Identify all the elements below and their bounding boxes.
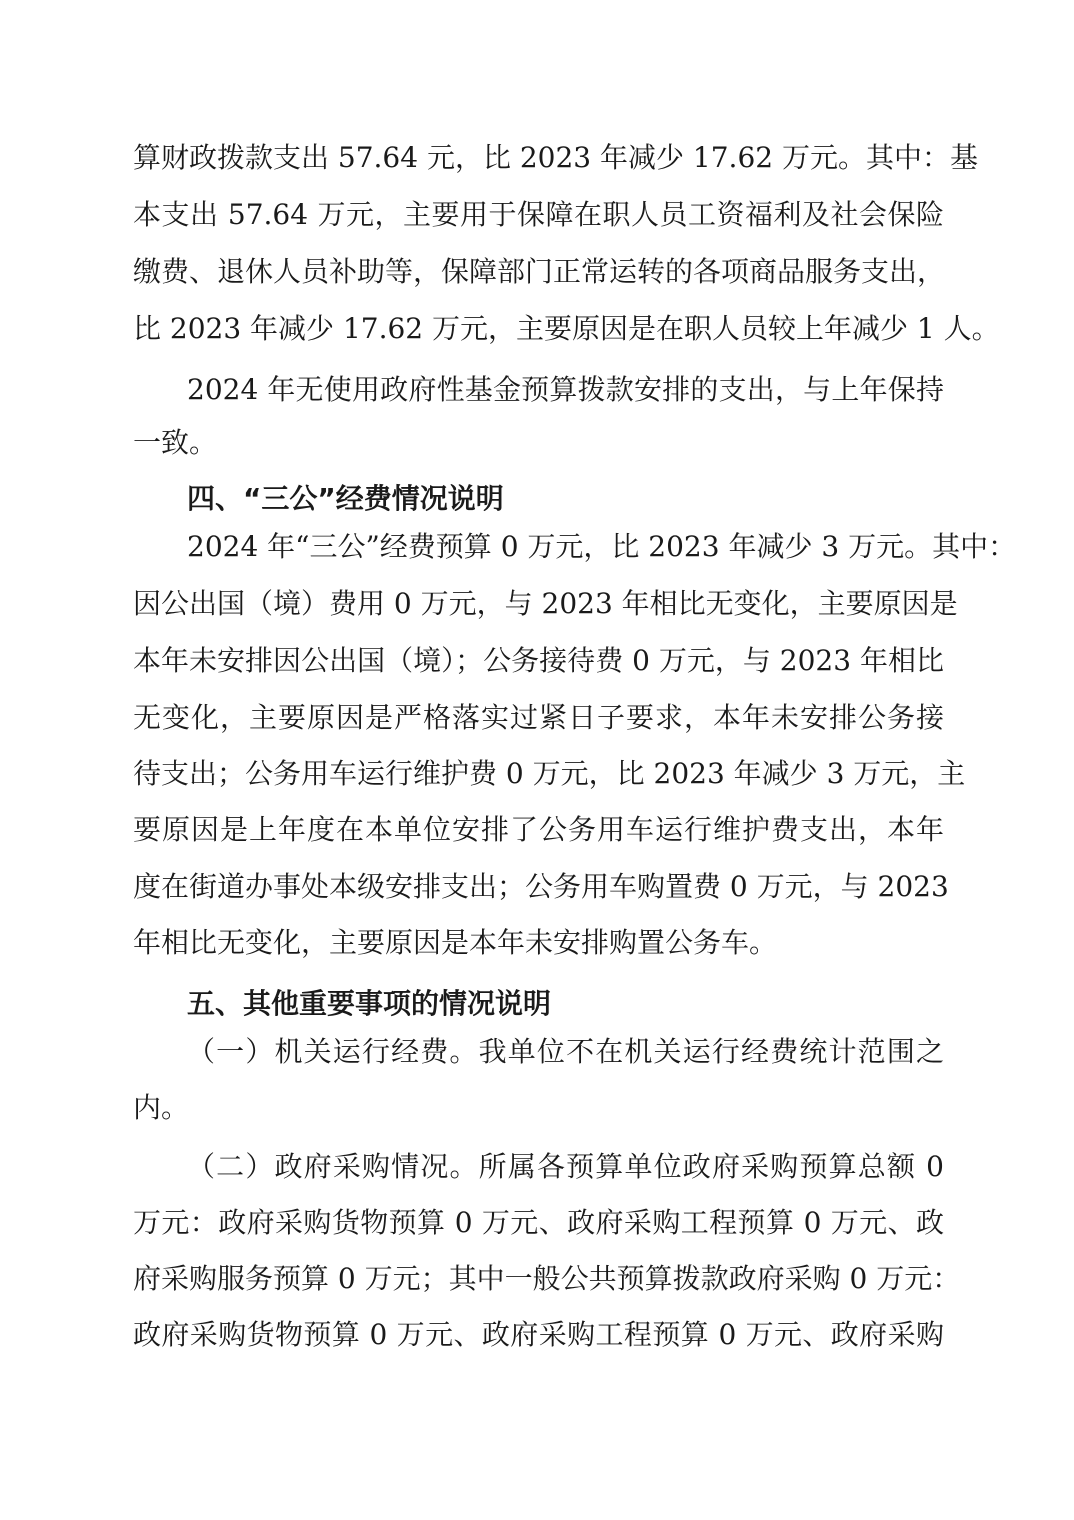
paragraph-line: （一）机关运行经费。我单位不在机关运行经费统计范围之 <box>187 1035 944 1068</box>
paragraph-line: （二）政府采购情况。所属各预算单位政府采购预算总额 0 <box>187 1150 944 1183</box>
paragraph-line: 缴费、退休人员补助等，保障部门正常运转的各项商品服务支出， <box>133 255 946 288</box>
paragraph-line: 度在街道办事处本级安排支出；公务用车购置费 0 万元，与 2023 <box>133 870 949 903</box>
paragraph-line: 算财政拨款支出 57.64 元，比 2023 年减少 17.62 万元。其中：基 <box>133 141 978 174</box>
paragraph-line: 内。 <box>133 1091 190 1124</box>
section-heading: 四、“三公”经费情况说明 <box>187 482 504 515</box>
paragraph-line: 万元：政府采购货物预算 0 万元、政府采购工程预算 0 万元、政 <box>133 1206 944 1239</box>
paragraph-line: 比 2023 年减少 17.62 万元，主要原因是在职人员较上年减少 1 人。 <box>133 312 1000 345</box>
paragraph-line: 本年未安排因公出国（境）；公务接待费 0 万元，与 2023 年相比 <box>133 644 944 677</box>
paragraph-line: 年相比无变化，主要原因是本年未安排购置公务车。 <box>133 926 778 959</box>
paragraph-line: 2024 年无使用政府性基金预算拨款安排的支出，与上年保持 <box>187 373 944 406</box>
paragraph-line: 2024 年“三公”经费预算 0 万元，比 2023 年减少 3 万元。其中： <box>187 530 1017 563</box>
paragraph-line: 本支出 57.64 万元，主要用于保障在职人员工资福利及社会保险 <box>133 198 944 231</box>
paragraph-line: 府采购服务预算 0 万元；其中一般公共预算拨款政府采购 0 万元： <box>133 1262 961 1295</box>
section-heading: 五、其他重要事项的情况说明 <box>187 987 552 1020</box>
paragraph-line: 一致。 <box>133 426 218 459</box>
paragraph-line: 因公出国（境）费用 0 万元，与 2023 年相比无变化，主要原因是 <box>133 587 958 620</box>
paragraph-line: 政府采购货物预算 0 万元、政府采购工程预算 0 万元、政府采购 <box>133 1318 944 1351</box>
paragraph-line: 要原因是上年度在本单位安排了公务用车运行维护费支出，本年 <box>133 813 944 846</box>
paragraph-line: 无变化，主要原因是严格落实过紧日子要求，本年未安排公务接 <box>133 701 944 734</box>
paragraph-line: 待支出；公务用车运行维护费 0 万元，比 2023 年减少 3 万元，主 <box>133 757 966 790</box>
